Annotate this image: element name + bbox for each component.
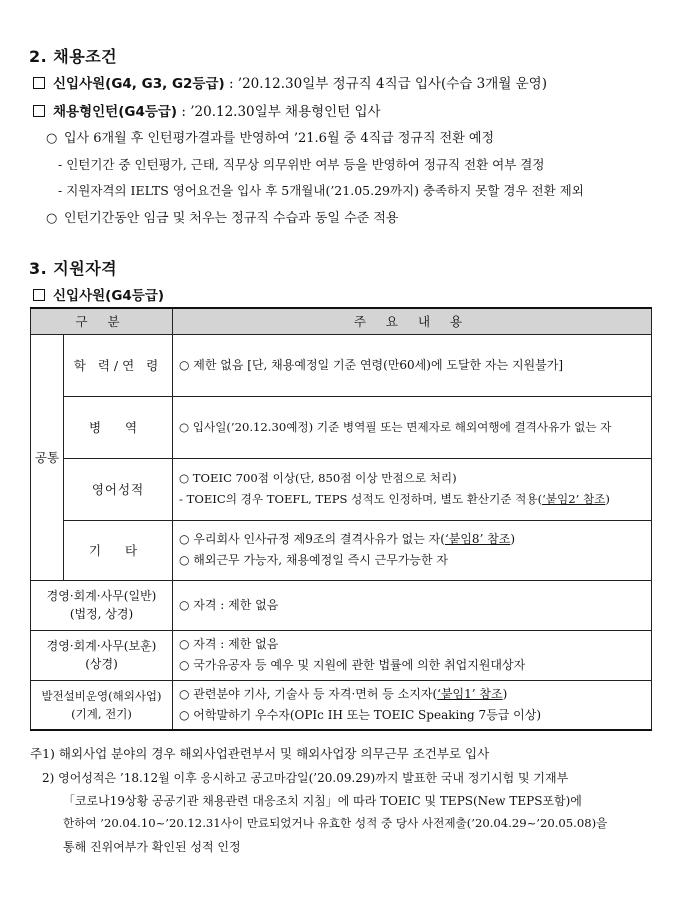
- note-2-line-1: 2) 영어성적은 ’18.12월 이후 응시하고 공고마감일(’20.09.29)까지 발표한 국내 정기시험 및 기재부: [42, 771, 569, 785]
- english-score-text: ○ TOEIC 700점 이상(단, 850점 이상 만점으로 처리) - TOEIC의 경우 TOEFL, TEPS 성적도 인정하며, 별도 환산기준 적용(‘붙임2’ 참조): [173, 458, 652, 520]
- note-2-line-4: 통해 진위여부가 확인된 성적 인정: [63, 840, 241, 854]
- power-plant-text: ○ 관련분야 기사, 기술사 등 자격·면허 등 소지자(‘붙임1’ 참조) ○ 어학말하기 우수자(OPIc IH 또는 TOEIC Speaking 7등급 이상): [173, 680, 652, 730]
- header-category: 구 분: [31, 308, 173, 334]
- ielts-requirement-note: - 지원자격의 IELTS 영어요건을 입사 후 5개월내(’21.05.29까지) 충족하지 못할 경우 전환 제외: [58, 183, 584, 198]
- intern-evaluation-note: - 인턴기간 중 인턴평가, 근태, 직무상 의무위반 여부 등을 반영하여 정규직 전환 여부 결정: [58, 157, 545, 172]
- intern-wage-note: ○ 인턴기간동안 임금 및 처우는 정규직 수습과 동일 수준 적용: [46, 211, 399, 226]
- qualification-new-hire-label: 신입사원(G4등급): [53, 288, 165, 304]
- condition-intern: [33, 100, 381, 120]
- education-age-label: 학 력/연 령: [64, 334, 173, 396]
- intern-text: : ’20.12.30일부 채용형인턴 입사: [177, 104, 381, 120]
- checkbox-square-icon: [33, 77, 45, 89]
- other-label: 기 타: [64, 520, 173, 580]
- note-2-line-3: 한하여 ’20.04.10~’20.12.31사이 만료되었거나 유효한 성적 중 당사 사전제출(’20.04.29~’20.05.08)을: [63, 816, 608, 830]
- veteran-admin-text: ○ 자격 : 제한 없음 ○ 국가유공자 등 예우 및 지원에 관한 법률에 의한 취업지원대상자: [173, 630, 652, 680]
- section-3-title: 3. 지원자격: [29, 259, 118, 278]
- checkbox-square-icon: [33, 105, 45, 117]
- attachment-2-reference: ‘붙임2’ 참조: [542, 492, 606, 506]
- note-2-line-2: 「코로나19상황 공공기관 채용관련 대응조치 지침」에 따라 TOEIC 및 TEPS(New TEPS포함)에: [63, 794, 582, 808]
- new-hire-text: : ’20.12.30일부 정규직 4직급 입사(수습 3개월 운영): [224, 76, 547, 92]
- section-2-title: 2. 채용조건: [29, 47, 118, 66]
- general-admin-label: 경영·회계·사무(일반) (법정, 상경): [31, 580, 173, 630]
- circle-bullet-icon: ○: [46, 211, 58, 226]
- new-hire-label: 신입사원(G4, G3, G2등급): [53, 76, 225, 92]
- header-content: 주 요 내 용: [173, 308, 652, 334]
- attachment-1-reference: ‘붙임1’ 참조: [437, 686, 503, 701]
- education-age-text: ○ 제한 없음 [단, 채용예정일 기준 연령(만60세)에 도달한 자는 지원불가]: [173, 334, 652, 396]
- checkbox-square-icon: [33, 289, 45, 301]
- military-text: ○ 입사일(’20.12.30예정) 기준 병역필 또는 면제자로 해외여행에 결격사유가 없는 자: [173, 396, 652, 458]
- note-1: 주1) 해외사업 분야의 경우 해외사업관련부서 및 해외사업장 의무근무 조건부로 입사: [30, 746, 490, 761]
- qualification-table: [30, 307, 652, 731]
- general-admin-text: ○ 자격 : 제한 없음: [173, 580, 652, 630]
- intern-conversion-note: ○ 입사 6개월 후 인턴평가결과를 반영하여 ’21.6월 중 4직급 정규직 전환 예정: [46, 131, 495, 146]
- other-text: ○ 우리회사 인사규정 제9조의 결격사유가 없는 자(‘붙임8’ 참조) ○ 해외근무 가능자, 채용예정일 즉시 근무가능한 자: [173, 520, 652, 580]
- english-score-label: 영어성적: [64, 458, 173, 520]
- circle-bullet-icon: ○: [46, 131, 58, 146]
- military-label: 병 역: [64, 396, 173, 458]
- veteran-admin-label: 경영·회계·사무(보훈) (상경): [31, 630, 173, 680]
- intern-label: 채용형인턴(G4등급): [53, 104, 178, 120]
- attachment-8-reference: ‘붙임8’ 참조: [444, 532, 511, 546]
- power-plant-label: 발전설비운영(해외사업) (기계, 전기): [31, 680, 173, 730]
- common-label: 공통: [31, 334, 64, 580]
- condition-new-hire: [33, 72, 547, 92]
- qualification-new-hire: [33, 284, 164, 304]
